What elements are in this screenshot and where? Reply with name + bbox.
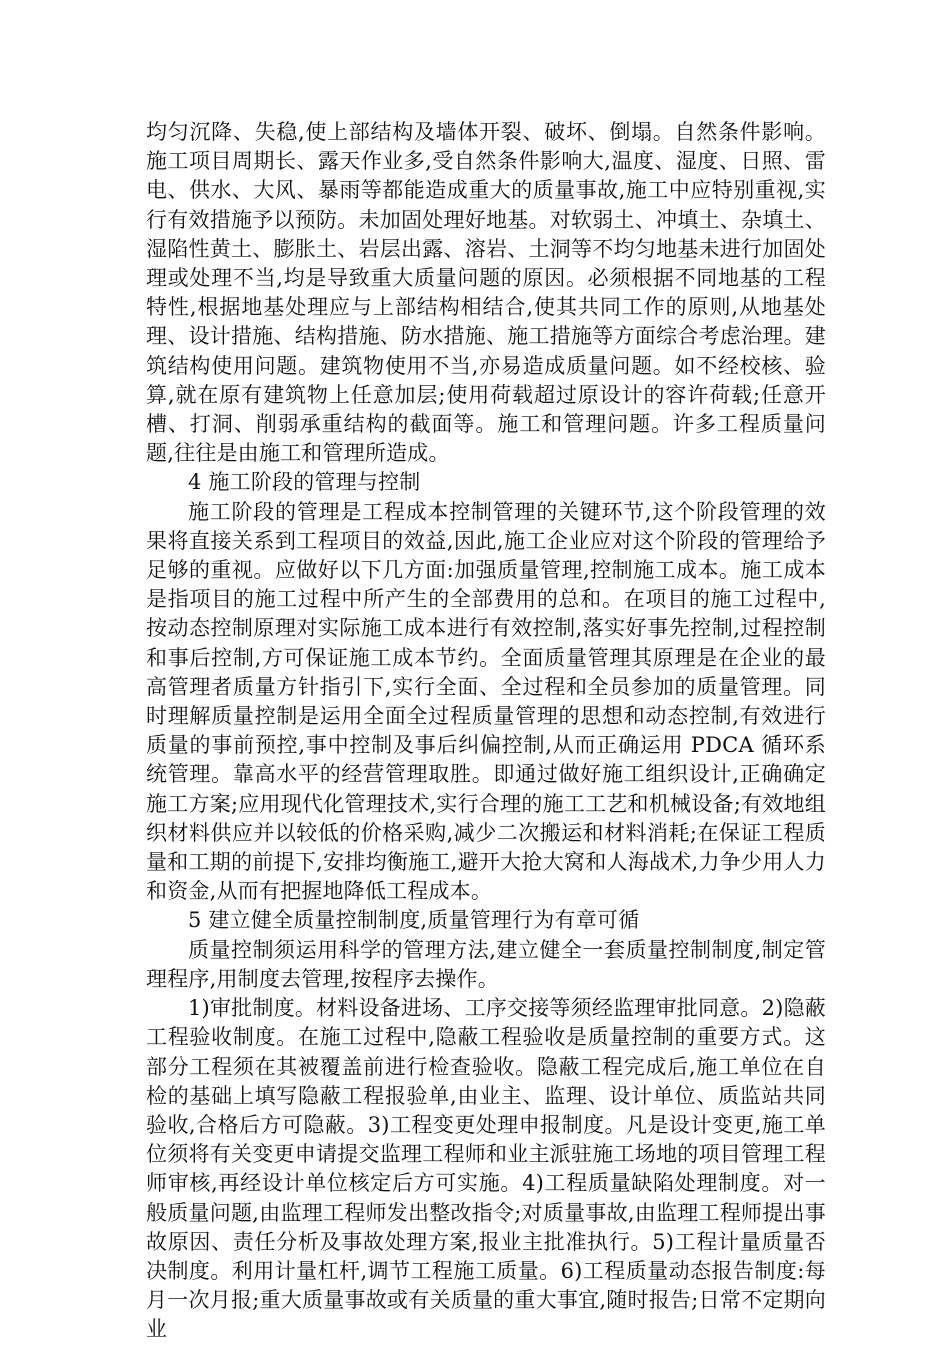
body-paragraph: 施工阶段的管理是工程成本控制管理的关键环节,这个阶段管理的效果将直接关系到工程项目的效益,因此,施工企业应对这个阶段的管理给予足够的重视。应做好以下几方面:加强质量管理,控制施工成本。施工成本是指项目的施工过程中所产生的全部费用的总和。在项目的施工过程中,按动态控制原理对实际施工成本进行有效控制,落实好事先控制,过程控制和事后控制,方可保证施工成本节约。全面质量管理其原理是在企业的最高管理者质量方针指引下,实行全面、全过程和全员参加的质量管理。同时理解质量控制是运用全面全过程质量管理的思想和动态控制,有效进行质量的事前预控,事中控制及事后纠偏控制,从而正确运用 PDCA 循环系统管理。靠高水平的经营管理取胜。即通过做好施工组织设计,正确确定施工方案;应用现代化管理技术,实行合理的施工工艺和机械设备;有效地组织材料供应并以较低的价格采购,减少二次搬运和材料消耗;在保证工程质量和工期的前提下,安排均衡施工,避开大抢大窝和人海战术,力争少用人力和资金,从而有把握地降低工程成本。 [146,499,826,904]
section-heading-5: 5 建立健全质量控制制度,质量管理行为有章可循 [188,908,640,933]
body-paragraph: 质量控制须运用科学的管理方法,建立健全一套质量控制制度,制定管理程序,用制度去管理,按程序去操作。 [146,937,826,991]
body-paragraph: 1)审批制度。材料设备进场、工序交接等须经监理审批同意。2)隐蔽工程验收制度。在施工过程中,隐蔽工程验收是质量控制的重要方式。这部分工程须在其被覆盖前进行检查验收。隐蔽工程完成后,施工单位在自检的基础上填写隐蔽工程报验单,由业主、监理、设计单位、质监站共同验收,合格后方可隐蔽。3)工程变更处理申报制度。凡是设计变更,施工单位须将有关变更申请提交监理工程师和业主派驻施工场地的项目管理工程师审核,再经设计单位核定后方可实施。4)工程质量缺陷处理制度。对一般质量问题,由监理工程师发出整改指令;对质量事故,由监理工程师提出事故原因、责任分析及事故处理方案,报业主批准执行。5)工程计量质量否决制度。利用计量杠杆,调节工程施工质量。6)工程质量动态报告制度:每月一次月报;重大质量事故或有关质量的重大事宜,随时报告;日常不定期向业 [146,996,826,1342]
document-page [146,118,826,1345]
body-paragraph: 均匀沉降、失稳,使上部结构及墙体开裂、破坏、倒塌。自然条件影响。施工项目周期长、露天作业多,受自然条件影响大,温度、湿度、日照、雷电、供水、大风、暴雨等都能造成重大的质量事故,施工中应特别重视,实行有效措施予以预防。未加固处理好地基。对软弱土、冲填土、杂填土、湿陷性黄土、膨胀土、岩层出露、溶岩、土洞等不均匀地基未进行加固处理或处理不当,均是导致重大质量问题的原因。必须根据不同地基的工程特性,根据地基处理应与上部结构相结合,使其共同工作的原则,从地基处理、设计措施、结构措施、防水措施、施工措施等方面综合考虑治理。建筑结构使用问题。建筑物使用不当,亦易造成质量问题。如不经校核、验算,就在原有建筑物上任意加层;使用荷载超过原设计的容许荷载;任意开槽、打洞、削弱承重结构的截面等。施工和管理问题。许多工程质量问题,往往是由施工和管理所造成。 [146,120,826,466]
section-heading-4: 4 施工阶段的管理与控制 [188,470,421,495]
